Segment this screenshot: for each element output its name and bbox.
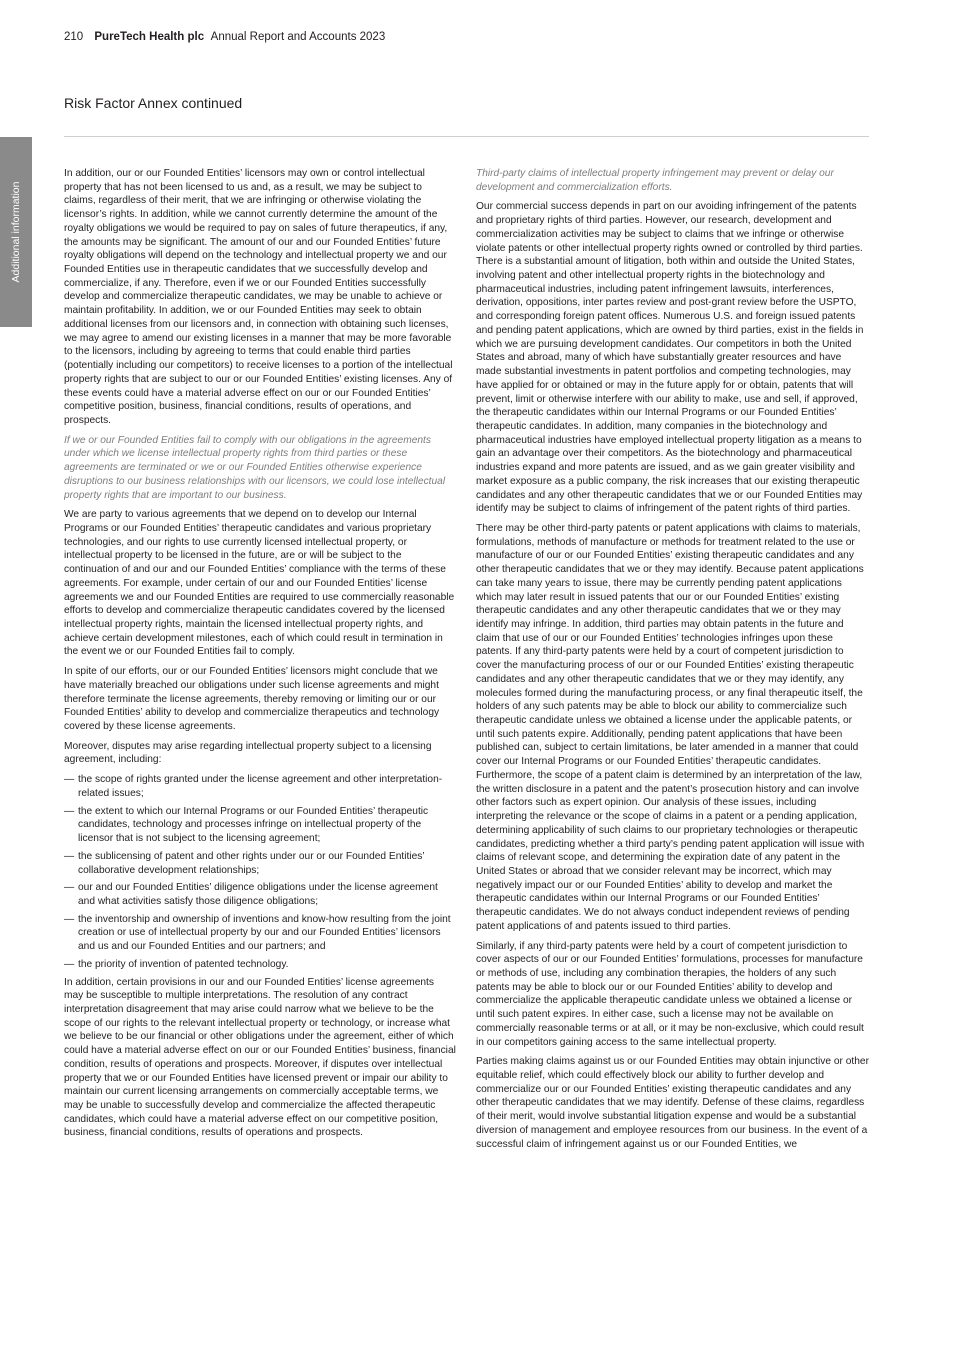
company-name: PureTech Health plc — [94, 31, 205, 43]
risk-subheading: If we or our Founded Entities fail to comply with our obligations in the agreements under which we license intellectual property rights from third parties or these agreements are terminated or we or our Founded Entities otherwise experience disruptions to our business relationships with our licensors, we could lose intellectual property rights that are important to our business. — [64, 434, 446, 501]
list-item: — the sublicensing of patent and other rights under our or our Founded Entities’ collaborative development relationships; — [64, 850, 456, 877]
report-title: Annual Report and Accounts 2023 — [210, 31, 386, 43]
dispute-list — [64, 773, 456, 971]
paragraph: Our commercial success depends in part on our avoiding infringement of the patents and proprietary rights of third parties. However, our research, development and commercialization activities may be subject to claims that we infringe or otherwise violate patents or other intellectual property rights owned or controlled by third parties. There is a substantial amount of litigation, both within and outside the United States, involving patent and other intellectual property rights in the biotechnology and pharmaceutical industries, including patent infringement lawsuits, interferences, derivation, oppositions, inter partes review and post-grant review before the USPTO, and corresponding foreign patent offices. Numerous U.S. and foreign issued patents and pending patent applications, which are owned by third parties, exist in the fields in which we are pursuing development candidates. Our competitors in both the United States and abroad, many of which have substantially greater resources and have made substantial investments in patent portfolios and competing technologies, may have applied for or obtained or may in the future apply for or obtain, patents that will prevent, limit or otherwise interfere with our ability to make, use and sell, if approved, the therapeutic candidates within our Internal Programs or our Founded Entities’ therapeutic candidates. In addition, many companies in the biotechnology and pharmaceutical industries have employed intellectual property litigation as a means to gain an advantage over their competitors. As the biotechnology and pharmaceutical industries expand and more patents are issued, and as we gain greater visibility and market exposure as a public company, the risk increases that our existing therapeutic candidates and any other therapeutic candidates that we or our Founded Entities may identify may be subject to claims of infringement of the patent rights of third parties. — [476, 201, 864, 515]
list-item: — the scope of rights granted under the license agreement and other interpretation-related issues; — [64, 773, 456, 800]
side-tab — [0, 137, 32, 327]
right-column — [476, 167, 869, 1307]
paragraph: Similarly, if any third-party patents were held by a court of competent jurisdiction to cover aspects of our or our Founded Entities’ formulations, processes for manufacture or methods of use, including any combination therapies, the holders of any such patents may be able to block our or our Founded Entities’ ability to develop and commercialize the applicable therapeutic candidate unless we obtained a license or until such patent expires. In either case, such a license may not be available on commercially reasonable terms or at all, or it may be non-exclusive, which could result in our competitors gaining access to the same intellectual property. — [476, 940, 864, 1048]
paragraph: Parties making claims against us or our Founded Entities may obtain injunctive or other equitable relief, which could effectively block our ability to further develop and commercialize our or our Founded Entities’ existing therapeutic candidates and any other therapeutic candidates that we may identify. Defense of these claims, regardless of their merit, would involve substantial litigation expense and would be a substantial diversion of management and employee resources from our business. In the event of a successful claim of infringement against us or our Founded Entities, we — [476, 1056, 869, 1150]
list-item: — our and our Founded Entities’ diligence obligations under the license agreement and what activities satisfy those diligence obligations; — [64, 881, 456, 908]
side-tab-label: Additional information — [10, 181, 22, 283]
paragraph: Moreover, disputes may arise regarding intellectual property subject to a licensing agreement, including: — [64, 740, 432, 766]
risk-subheading: Third-party claims of intellectual property infringement may prevent or delay our development and commercialization efforts. — [476, 168, 834, 193]
list-item: — the priority of invention of patented technology. — [64, 958, 456, 972]
list-item: — the extent to which our Internal Programs or our Founded Entities’ therapeutic candidates, technology and processes infringe on intellectual property of the licensor that is not subject to the licensing agreement; — [64, 805, 456, 846]
page-number: 210 — [64, 31, 84, 43]
paragraph: In addition, certain provisions in our and our Founded Entities’ license agreements may be susceptible to multiple interpretations. The resolution of any contract interpretation disagreement that may arise could narrow what we believe to be the scope of our rights to the relevant intellectual property or technology, or increase what we believe to be our financial or other obligations under the agreement, either of which could have a material adverse effect on our or our Founded Entities’ business, financial condition, results of operations and prospects. Moreover, if disputes over intellectual property that we or our Founded Entities have licensed prevent or impair our ability to maintain our current licensing arrangements on commercially acceptable terms, we may be unable to successfully develop and commercialize the affected therapeutic candidates, which could have a material adverse effect on our competitive position, business, financial conditions, results of operations and prospects. — [64, 976, 456, 1139]
section-title: Risk Factor Annex continued — [64, 95, 243, 111]
paragraph: In addition, our or our Founded Entities’ licensors may own or control intellectual property that has not been licensed to us and, as a result, we may be subject to claims, regardless of their merit, that we are infringing or otherwise violating the licensor’s rights. In addition, while we cannot currently determine the amount of the royalty obligations we would be required to pay on sales of future therapeutics, if any, the amounts may be significant. The amount of our and our Founded Entities’ future royalty obligations will depend on the technology and intellectual property we and our Founded Entities use in therapeutic candidates that we successfully develop and commercialize, if any. Therefore, even if we or our Founded Entities successfully develop and commercialize therapeutic candidates, we may be unable to achieve or maintain profitability. In addition, we or our Founded Entities may seek to obtain additional licenses from our licensors and, in connection with obtaining such licenses, we may agree to amend our existing licenses in a manner that may be more favorable to the licensors, including by agreeing to terms that could enable third parties (potentially including our competitors) to receive licenses to a portion of the intellectual property rights that are subject to our or our Founded Entities’ existing licenses. Any of these events could have a material adverse effect on our or our Founded Entities’ competitive position, business, financial conditions, results of operations, and prospects. — [64, 168, 453, 426]
paragraph: We are party to various agreements that we depend on to develop our Internal Programs or our Founded Entities’ therapeutic candidates and various proprietary technologies, and our rights to use currently licensed intellectual property, or intellectual property to be licensed in the future, are or will be subject to the continuation of and our and our Founded Entities’ compliance with the terms of these agreements. For example, under certain of our and our Founded Entities’ license agreements we and our Founded Entities are required to use commercially reasonable efforts to develop and commercialize therapeutic candidates covered by the licensed intellectual property rights, maintain the licensed intellectual property rights, and achieve certain development milestones, each of which could result in termination in the event we or our Founded Entities fail to comply. — [64, 509, 455, 658]
paragraph: There may be other third-party patents or patent applications with claims to materials, formulations, methods of manufacture or methods for treatment related to the use or manufacture of our or our Founded Entities’ existing therapeutic candidates and any other therapeutic candidates that we or they may identify. Because patent applications can take many years to issue, there may be currently pending patent applications which may later result in issued patents that our or our Founded Entities’ existing therapeutic candidates and any other therapeutic candidates that we or they may identify may infringe. In addition, third parties may obtain patents in the future and claim that use of our or our Founded Entities’ technologies infringes upon these patents. If any third-party patents were held by a court of competent jurisdiction to cover the manufacturing process of our or our Founded Entities’ existing therapeutic candidates and any other therapeutic candidates that we or they may identify, any molecules formed during the manufacturing process, or any final therapeutic itself, the holders of any such patents may be able to block our ability to commercialize such therapeutic candidate unless we obtained a license under the applicable patents, or until such patents expire. Additionally, pending patent applications that have been published can, subject to certain limitations, be later amended in a manner that could cover our Internal Programs or our Founded Entities’ therapeutic candidates. Furthermore, the scope of a patent claim is determined by an interpretation of the law, the written disclosure in a patent and the patent’s prosecution history and can involve other factors such as expert opinion. Our analysis of these issues, including interpreting the relevance or the scope of claims in a patent or a pending application, determining applicability of such claims to our proprietary technologies or therapeutic candidates, predicting whether a third party’s pending patent application will issue with claims of relevant scope, and determining the expiration date of any patent in the United States or abroad that we consider relevant may be incorrect, which may negatively impact our or our Founded Entities’ ability to develop and market the therapeutic candidates within our Internal Programs or our Founded Entities’ therapeutic candidates. We do not always conduct independent reviews of pending patent applications of and patents issued to third parties. — [476, 522, 865, 932]
running-header — [64, 31, 385, 43]
header-divider — [64, 136, 869, 137]
paragraph: In spite of our efforts, our or our Founded Entities’ licensors might conclude that we have materially breached our obligations under such license agreements and might therefore terminate the license agreements, thereby removing or limiting our or our Founded Entities’ ability to develop and commercialize therapeutics and technology covered by these license agreements. — [64, 666, 440, 733]
list-item: — the inventorship and ownership of inventions and know-how resulting from the joint creation or use of intellectual property by our and our Founded Entities’ licensors and us and our Founded Entities and our partners; and — [64, 913, 456, 954]
left-column — [64, 167, 456, 1299]
